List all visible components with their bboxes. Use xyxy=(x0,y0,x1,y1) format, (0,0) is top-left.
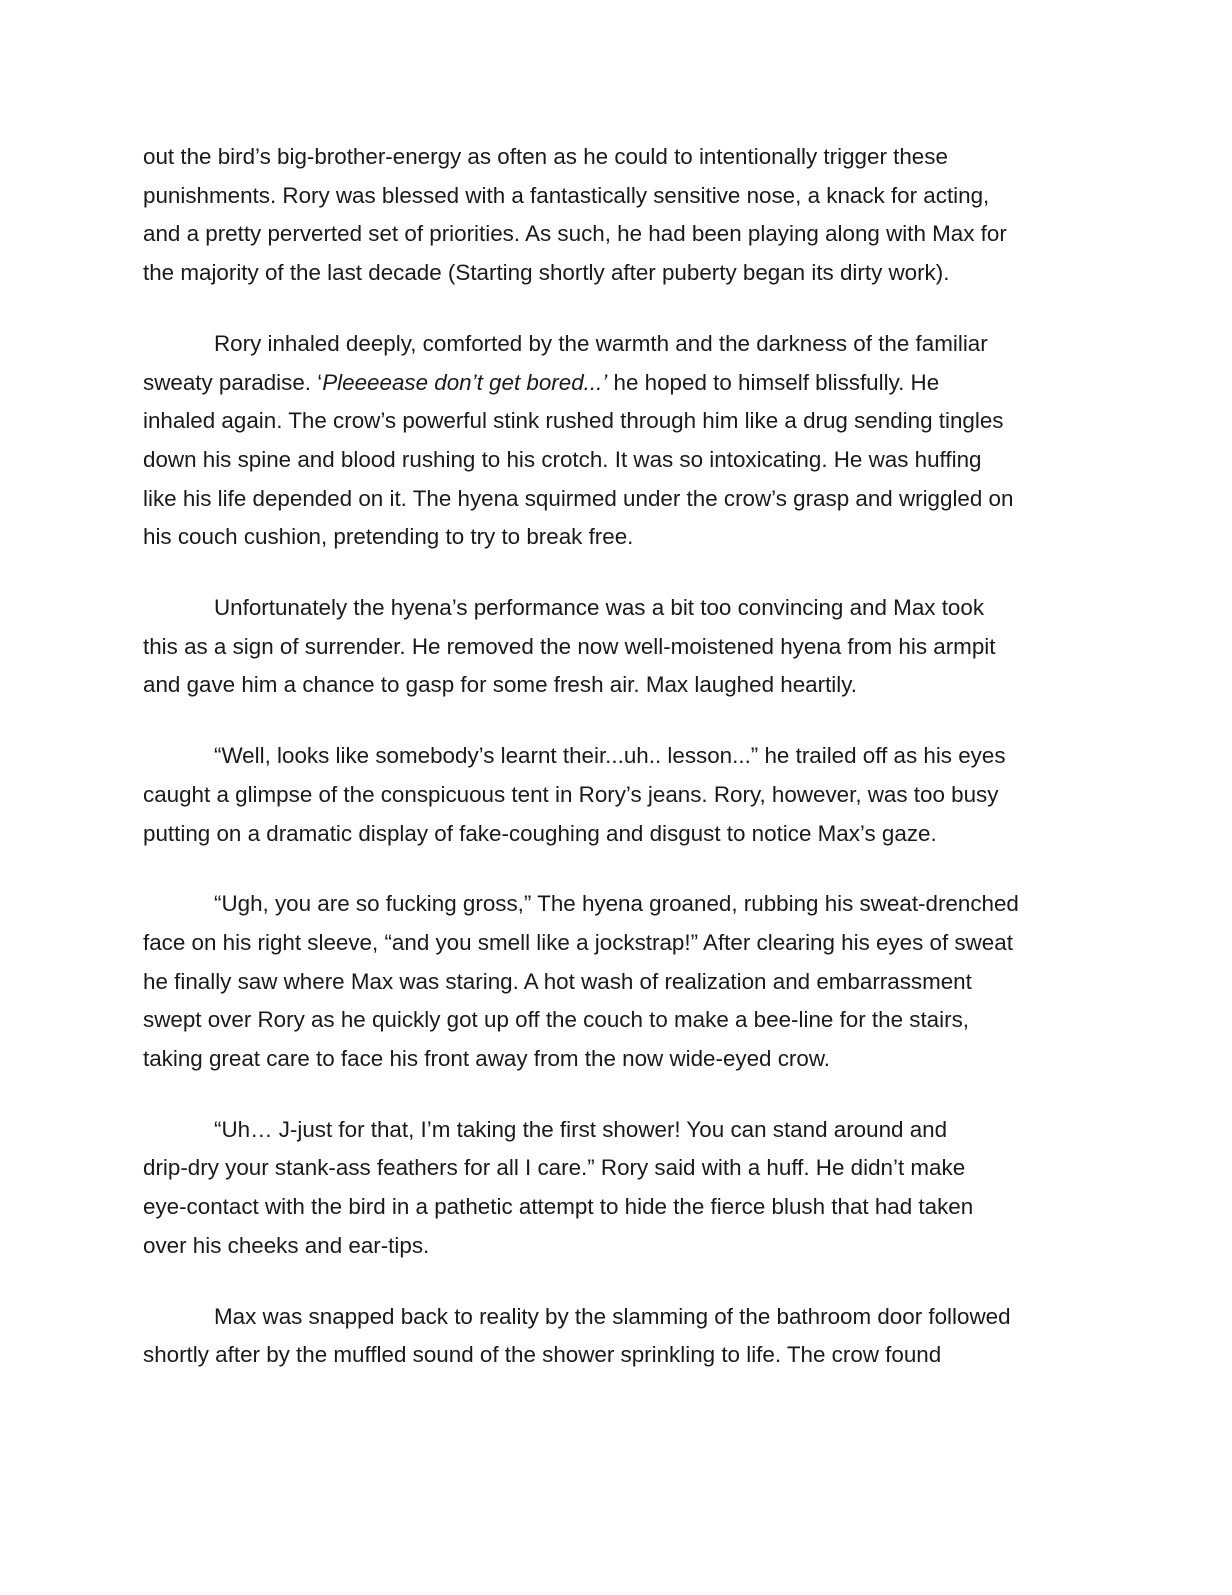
paragraph-4 xyxy=(143,737,1078,853)
text-line: caught a glimpse of the conspicuous tent in Rory’s jeans. Rory, however, was too busy xyxy=(143,781,999,807)
text-line: drip-dry your stank-ass feathers for all I care.” Rory said with a huff. He didn’t make xyxy=(143,1155,966,1181)
document-body xyxy=(143,138,1078,1407)
text-line: this as a sign of surrender. He removed the now well-moistened hyena from his armpit xyxy=(143,633,996,659)
text-line: the majority of the last decade (Starting shortly after puberty began its dirty work). xyxy=(143,260,950,286)
text-line: down his spine and blood rushing to his crotch. It was so intoxicating. He was huffing xyxy=(143,446,982,472)
text-line: like his life depended on it. The hyena squirmed under the crow’s grasp and wriggled on xyxy=(143,485,1014,511)
paragraph-1 xyxy=(143,138,1078,293)
text-line: inhaled again. The crow’s powerful stink rushed through him like a drug sending tingles xyxy=(143,408,1004,434)
text-line: punishments. Rory was blessed with a fantastically sensitive nose, a knack for acting, xyxy=(143,182,990,208)
text-line: “Well, looks like somebody’s learnt their...uh.. lesson...” he trailed off as his eyes xyxy=(214,743,1006,769)
paragraph-2 xyxy=(143,325,1078,557)
text-line: “Uh… J-just for that, I’m taking the first shower! You can stand around and xyxy=(214,1116,948,1142)
text-segment: sweaty paradise. ‘ xyxy=(143,369,323,395)
text-line-mixed xyxy=(143,364,1078,403)
text-line: his couch cushion, pretending to try to break free. xyxy=(143,524,634,550)
text-line: and gave him a chance to gasp for some fresh air. Max laughed heartily. xyxy=(143,672,857,698)
text-line: shortly after by the muffled sound of the shower sprinkling to life. The crow found xyxy=(143,1342,942,1368)
text-line: “Ugh, you are so fucking gross,” The hyena groaned, rubbing his sweat-drenched xyxy=(214,891,1019,917)
text-line: eye-contact with the bird in a pathetic attempt to hide the fierce blush that had taken xyxy=(143,1194,974,1220)
paragraph-5 xyxy=(143,885,1078,1079)
paragraph-3 xyxy=(143,589,1078,705)
text-line: out the bird’s big-brother-energy as often as he could to intentionally trigger these xyxy=(143,144,948,169)
text-segment: he hoped to himself blissfully. He xyxy=(607,369,940,395)
italic-thought: Pleeeease don’t get bored...’ xyxy=(322,369,608,395)
paragraph-7 xyxy=(143,1298,1078,1375)
text-line: Rory inhaled deeply, comforted by the warmth and the darkness of the familiar xyxy=(214,330,988,356)
text-line: taking great care to face his front away from the now wide-eyed crow. xyxy=(143,1046,830,1072)
text-line: he finally saw where Max was staring. A hot wash of realization and embarrassment xyxy=(143,968,972,994)
text-line: Unfortunately the hyena’s performance was a bit too convincing and Max took xyxy=(214,595,985,621)
text-line: face on his right sleeve, “and you smell like a jockstrap!” After clearing his eyes of sweat xyxy=(143,929,1013,955)
text-line: swept over Rory as he quickly got up off the couch to make a bee-line for the stairs, xyxy=(143,1007,969,1033)
text-line: Max was snapped back to reality by the slamming of the bathroom door followed xyxy=(214,1303,1011,1329)
text-line: over his cheeks and ear-tips. xyxy=(143,1232,430,1258)
text-line: putting on a dramatic display of fake-coughing and disgust to notice Max’s gaze. xyxy=(143,820,937,846)
paragraph-6 xyxy=(143,1111,1078,1266)
text-line: and a pretty perverted set of priorities. As such, he had been playing along with Max for xyxy=(143,221,1007,247)
